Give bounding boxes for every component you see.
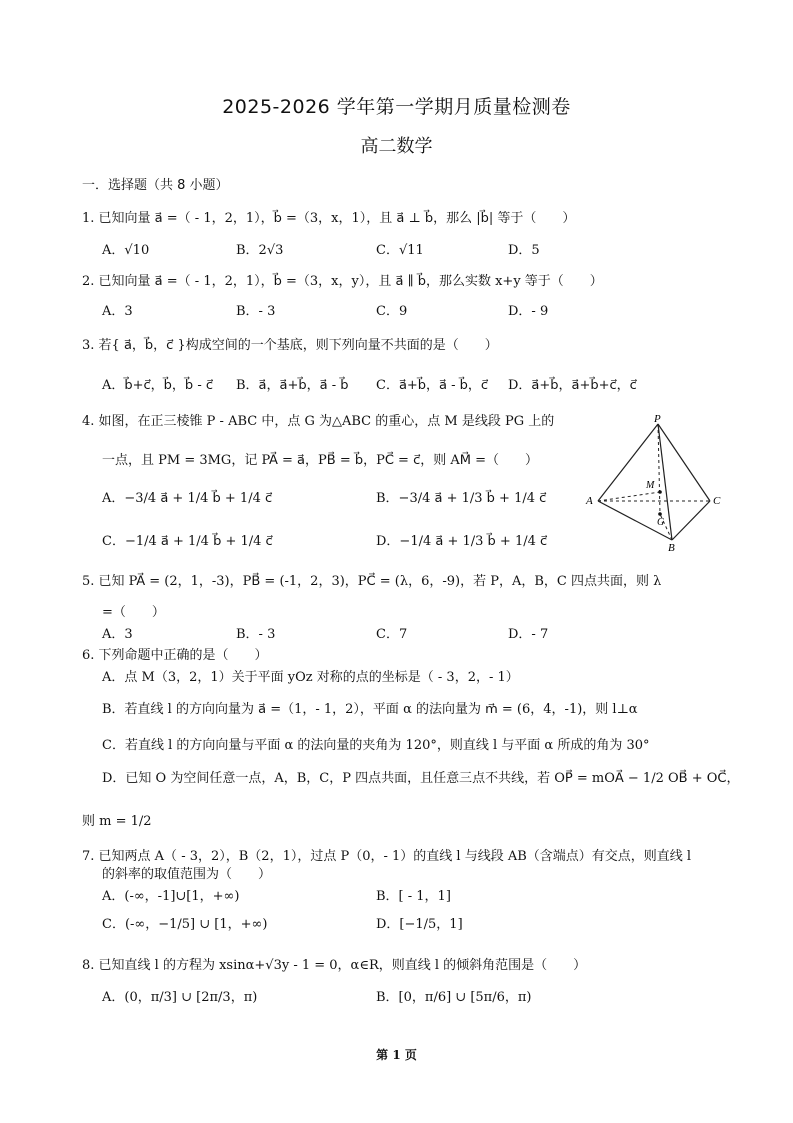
pyramid-figure [580,412,730,552]
question-6-line-c: C．若直线 l 的方向向量与平面 α 的法向量的夹角为 120°，则直线 l 与平面 α 所成的角为 30° [102,738,650,753]
question-6-line-d: D．已知 O 为空间任意一点，A，B，C，P 四点共面，且任意三点不共线，若 OP⃗ = mOA⃗ − 1/2 OB⃗ + OC⃗， [102,771,740,786]
point-m [658,490,662,494]
label-b: B [668,542,675,552]
question-3-option-b: B．a⃗，a⃗+b⃗，a⃗ - b⃗ [236,378,349,393]
question-7-stem-line2: 的斜率的取值范围为（ ） [102,867,272,882]
question-7-option-a: A．(-∞，-1]∪[1，+∞) [102,889,240,904]
question-4-stem: 4. 如图，在正三棱锥 P - ABC 中，点 G 为△ABC 的重心，点 M 是线段 PG 上的 [82,414,555,429]
label-g: G [657,517,665,528]
edge-bc [672,501,710,540]
question-3-option-c: C．a⃗+b⃗，a⃗ - b⃗，c⃗ [376,378,489,393]
question-8-stem: 8. 已知直线 l 的方程为 xsinα+√3y - 1 = 0，α∈R，则直线 l 的倾斜角范围是（ ） [82,958,587,973]
question-5-option-c: C．7 [376,627,408,642]
question-7-option-c: C．(-∞，−1/5] ∪ [1，+∞) [102,917,268,932]
question-8-option-b: B．[0，π/6] ∪ [5π/6，π) [376,990,532,1005]
question-4-option-a: A．−3/4 a⃗ + 1/4 b⃗ + 1/4 c⃗ [102,491,273,506]
question-3-option-d: D．a⃗+b⃗，a⃗+b⃗+c⃗，c⃗ [508,378,637,393]
question-4-option-b: B．−3/4 a⃗ + 1/3 b⃗ + 1/4 c⃗ [376,491,547,506]
label-m: M [646,480,655,491]
question-2-option-b: B．- 3 [236,304,276,319]
label-c: C [713,495,721,507]
question-1-option-d: D．5 [508,243,540,258]
question-5-option-d: D．- 7 [508,627,549,642]
question-7-option-d: D．[−1/5，1] [376,917,463,932]
page-subtitle: 高二数学 [360,136,433,157]
question-6-line-b: B．若直线 l 的方向向量为 a⃗ =（1，- 1，2），平面 α 的法向量为 m⃗ = (6，4，-1)，则 l⊥α [102,702,638,717]
label-a: A [586,495,593,507]
question-5-option-b: B．- 3 [236,627,276,642]
question-3-stem: 3. 若{ a⃗，b⃗，c⃗ }构成空间的一个基底，则下列向量不共面的是（ ） [82,338,498,353]
question-4-option-d: D．−1/4 a⃗ + 1/3 b⃗ + 1/4 c⃗ [376,534,548,549]
question-1-option-c: C．√11 [376,243,424,258]
section-heading: 一．选择题（共 8 小题） [82,178,229,193]
segment-am [598,492,660,501]
question-7-stem: 7. 已知两点 A（ - 3，2），B（2，1），过点 P（0，- 1）的直线 l 与线段 AB（含端点）有交点，则直线 l [82,849,692,864]
question-1-option-a: A．√10 [102,243,150,258]
question-6-stem: 6. 下列命题中正确的是（ ） [82,648,268,663]
question-3-option-a: A．b⃗+c⃗，b⃗，b⃗ - c⃗ [102,378,213,393]
point-g [658,512,662,516]
question-2-stem: 2. 已知向量 a⃗ =（ - 1，2，1），b⃗ =（3，x，y），且 a⃗ ∥ b⃗，那么实数 x+y 等于（ ） [82,274,603,289]
question-1-option-b: B．2√3 [236,243,284,258]
question-4-stem-line2: 一点，且 PM = 3MG，记 PA⃗ = a⃗，PB⃗ = b⃗，PC⃗ = c⃗，则 AM⃗ =（ ） [102,453,538,468]
label-p: P [654,413,661,425]
question-4-option-c: C．−1/4 a⃗ + 1/4 b⃗ + 1/4 c⃗ [102,534,273,549]
page-title: 2025-2026 学年第一学期月质量检测卷 [222,96,571,118]
question-7-option-b: B．[ - 1，1] [376,889,451,904]
question-2-option-c: C．9 [376,304,408,319]
question-5-stem: 5. 已知 PA⃗ = (2，1，-3)，PB⃗ = (-1，2，3)，PC⃗ = (λ，6，-9)，若 P，A，B，C 四点共面，则 λ [82,574,662,589]
question-5-option-a: A．3 [102,627,133,642]
question-1-stem: 1. 已知向量 a⃗ =（ - 1，2，1），b⃗ =（3，x，1），且 a⃗ ⊥ b⃗，那么 |b⃗| 等于（ ） [82,211,576,226]
question-6-line-d-cont: 则 m = 1/2 [82,814,152,829]
question-6-line-a: A．点 M（3，2，1）关于平面 yOz 对称的点的坐标是（ - 3，2，- 1） [102,670,519,685]
question-8-option-a: A．(0，π/3] ∪ [2π/3，π) [102,990,258,1005]
question-5-stem-line2: =（ ） [102,605,165,620]
page-number: 第 1 页 [376,1048,417,1062]
question-2-option-a: A．3 [102,304,133,319]
question-2-option-d: D．- 9 [508,304,549,319]
